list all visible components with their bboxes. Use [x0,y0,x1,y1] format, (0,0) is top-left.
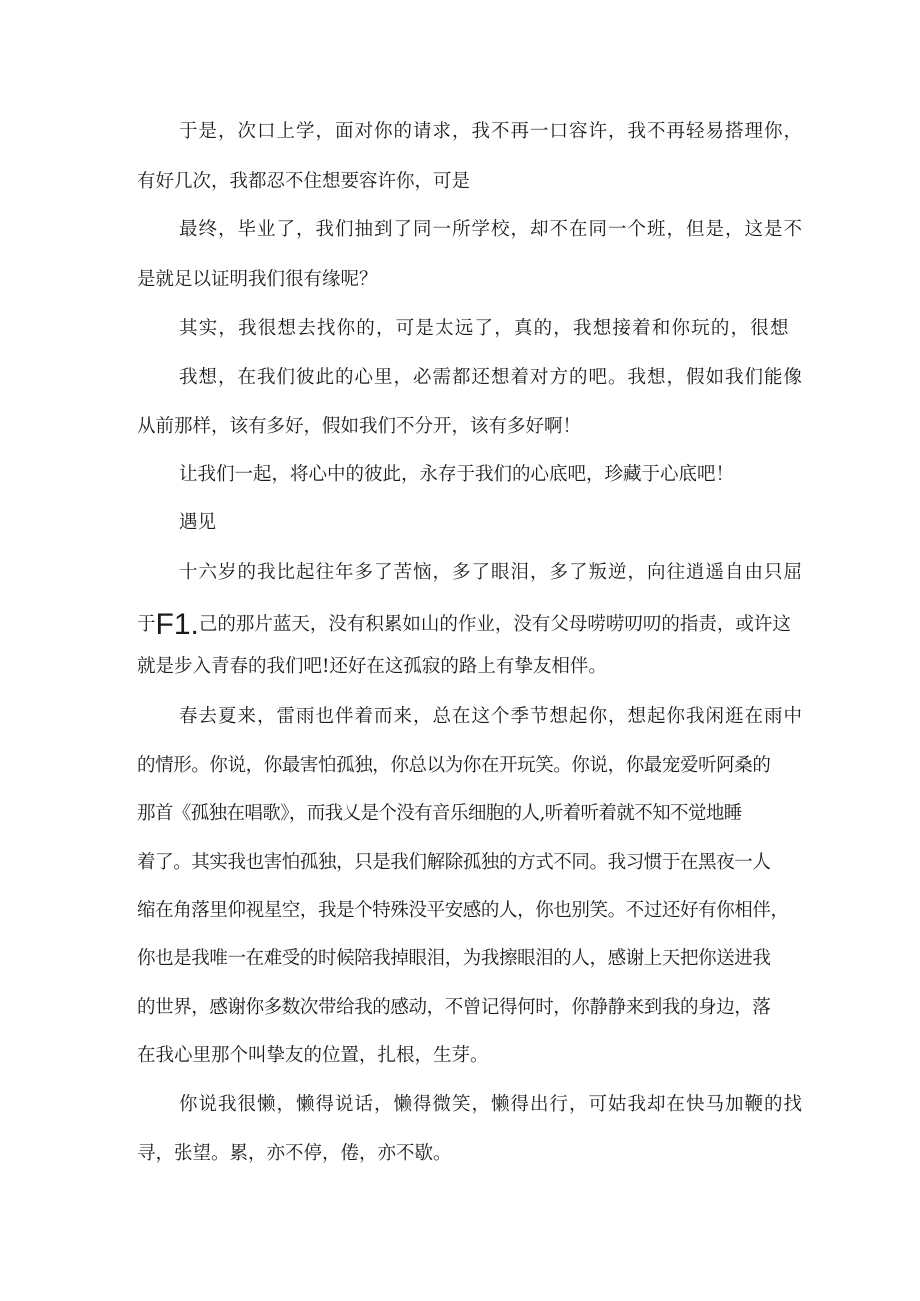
line-rest: 己的那片蓝天，没有积累如山的作业，没有父母唠唠叨叨的指责，或许这 [198,614,791,635]
paragraph-line: 缩在角落里仰视星空，我是个特殊没平安感的人，你也别笑。不过还好有你相伴， [137,900,789,921]
paragraph-line: 十六岁的我比起往年多了苦恼，多了眼泪，多了叛逆，向往逍遥自由只屈 [179,562,804,583]
paragraph-line: 寻，张望。累，亦不停，倦，亦不歇。 [137,1143,452,1164]
paragraph-line: 是就足以证明我们很有缘呢？ [137,269,378,290]
paragraph-line: 让我们一起，将心中的彼此，永存于我们的心底吧，珍藏于心底吧！ [179,464,735,485]
paragraph-line: 你说我很懒，懒得说话，懒得微笑，懒得出行，可姑我却在快马加鞭的找 [179,1094,804,1115]
paragraph-line: 就是步入青春的我们吧!还好在这孤寂的路上有挚友相伴。 [137,656,607,677]
paragraph-line: 那首《孤独在唱歌》，而我乂是个没有音乐细胞的人,听着听着就不知不觉地睡 [137,803,742,824]
paragraph-line: 于是，次口上学，面对你的请求，我不再一口容许，我不再轻易搭理你， [179,121,804,142]
paragraph-line: 的世界，感谢你多数次带给我的感动，不曾记得何时，你静静来到我的身边，落 [137,997,771,1018]
paragraph-line: 我想，在我们彼此的心里，必需都还想着对方的吧。我想，假如我们能像 [179,367,804,388]
paragraph-line: 春去夏来，雷雨也伴着而来，总在这个季节想起你，想起你我闲逛在雨中 [179,706,804,727]
paragraph-line: 你也是我唯一在难受的时候陪我掉眼泪，为我擦眼泪的人，感谢上天把你送进我 [137,948,771,969]
garbled-fragment: F1. [155,608,199,641]
paragraph-line: 的情形。你说，你最害怕孤独，你总以为你在开玩笑。你说，你最宠爱听阿桑的 [137,755,771,776]
paragraph-line [137,606,791,641]
line-prefix: 于 [137,614,156,635]
paragraph-line: 着了。其实我也害怕孤独，只是我们解除孤独的方式不同。我习惯于在黑夜一人 [137,852,771,873]
paragraph-line: 在我心里那个叫挚友的位置，扎根，生芽。 [137,1045,489,1066]
paragraph-line: 有好几次，我都忍不住想要容许你，可是 [137,171,471,192]
paragraph-line: 其实，我很想去找你的，可是太远了，真的，我想接着和你玩的，很想 [179,318,790,339]
paragraph-line: 从前那样，该有多好，假如我们不分开，该有多好啊！ [137,416,582,437]
paragraph-line: 最终，毕业了，我们抽到了同一所学校，却不在同一个班，但是，这是不 [179,219,804,240]
section-heading: 遇见 [179,512,217,533]
